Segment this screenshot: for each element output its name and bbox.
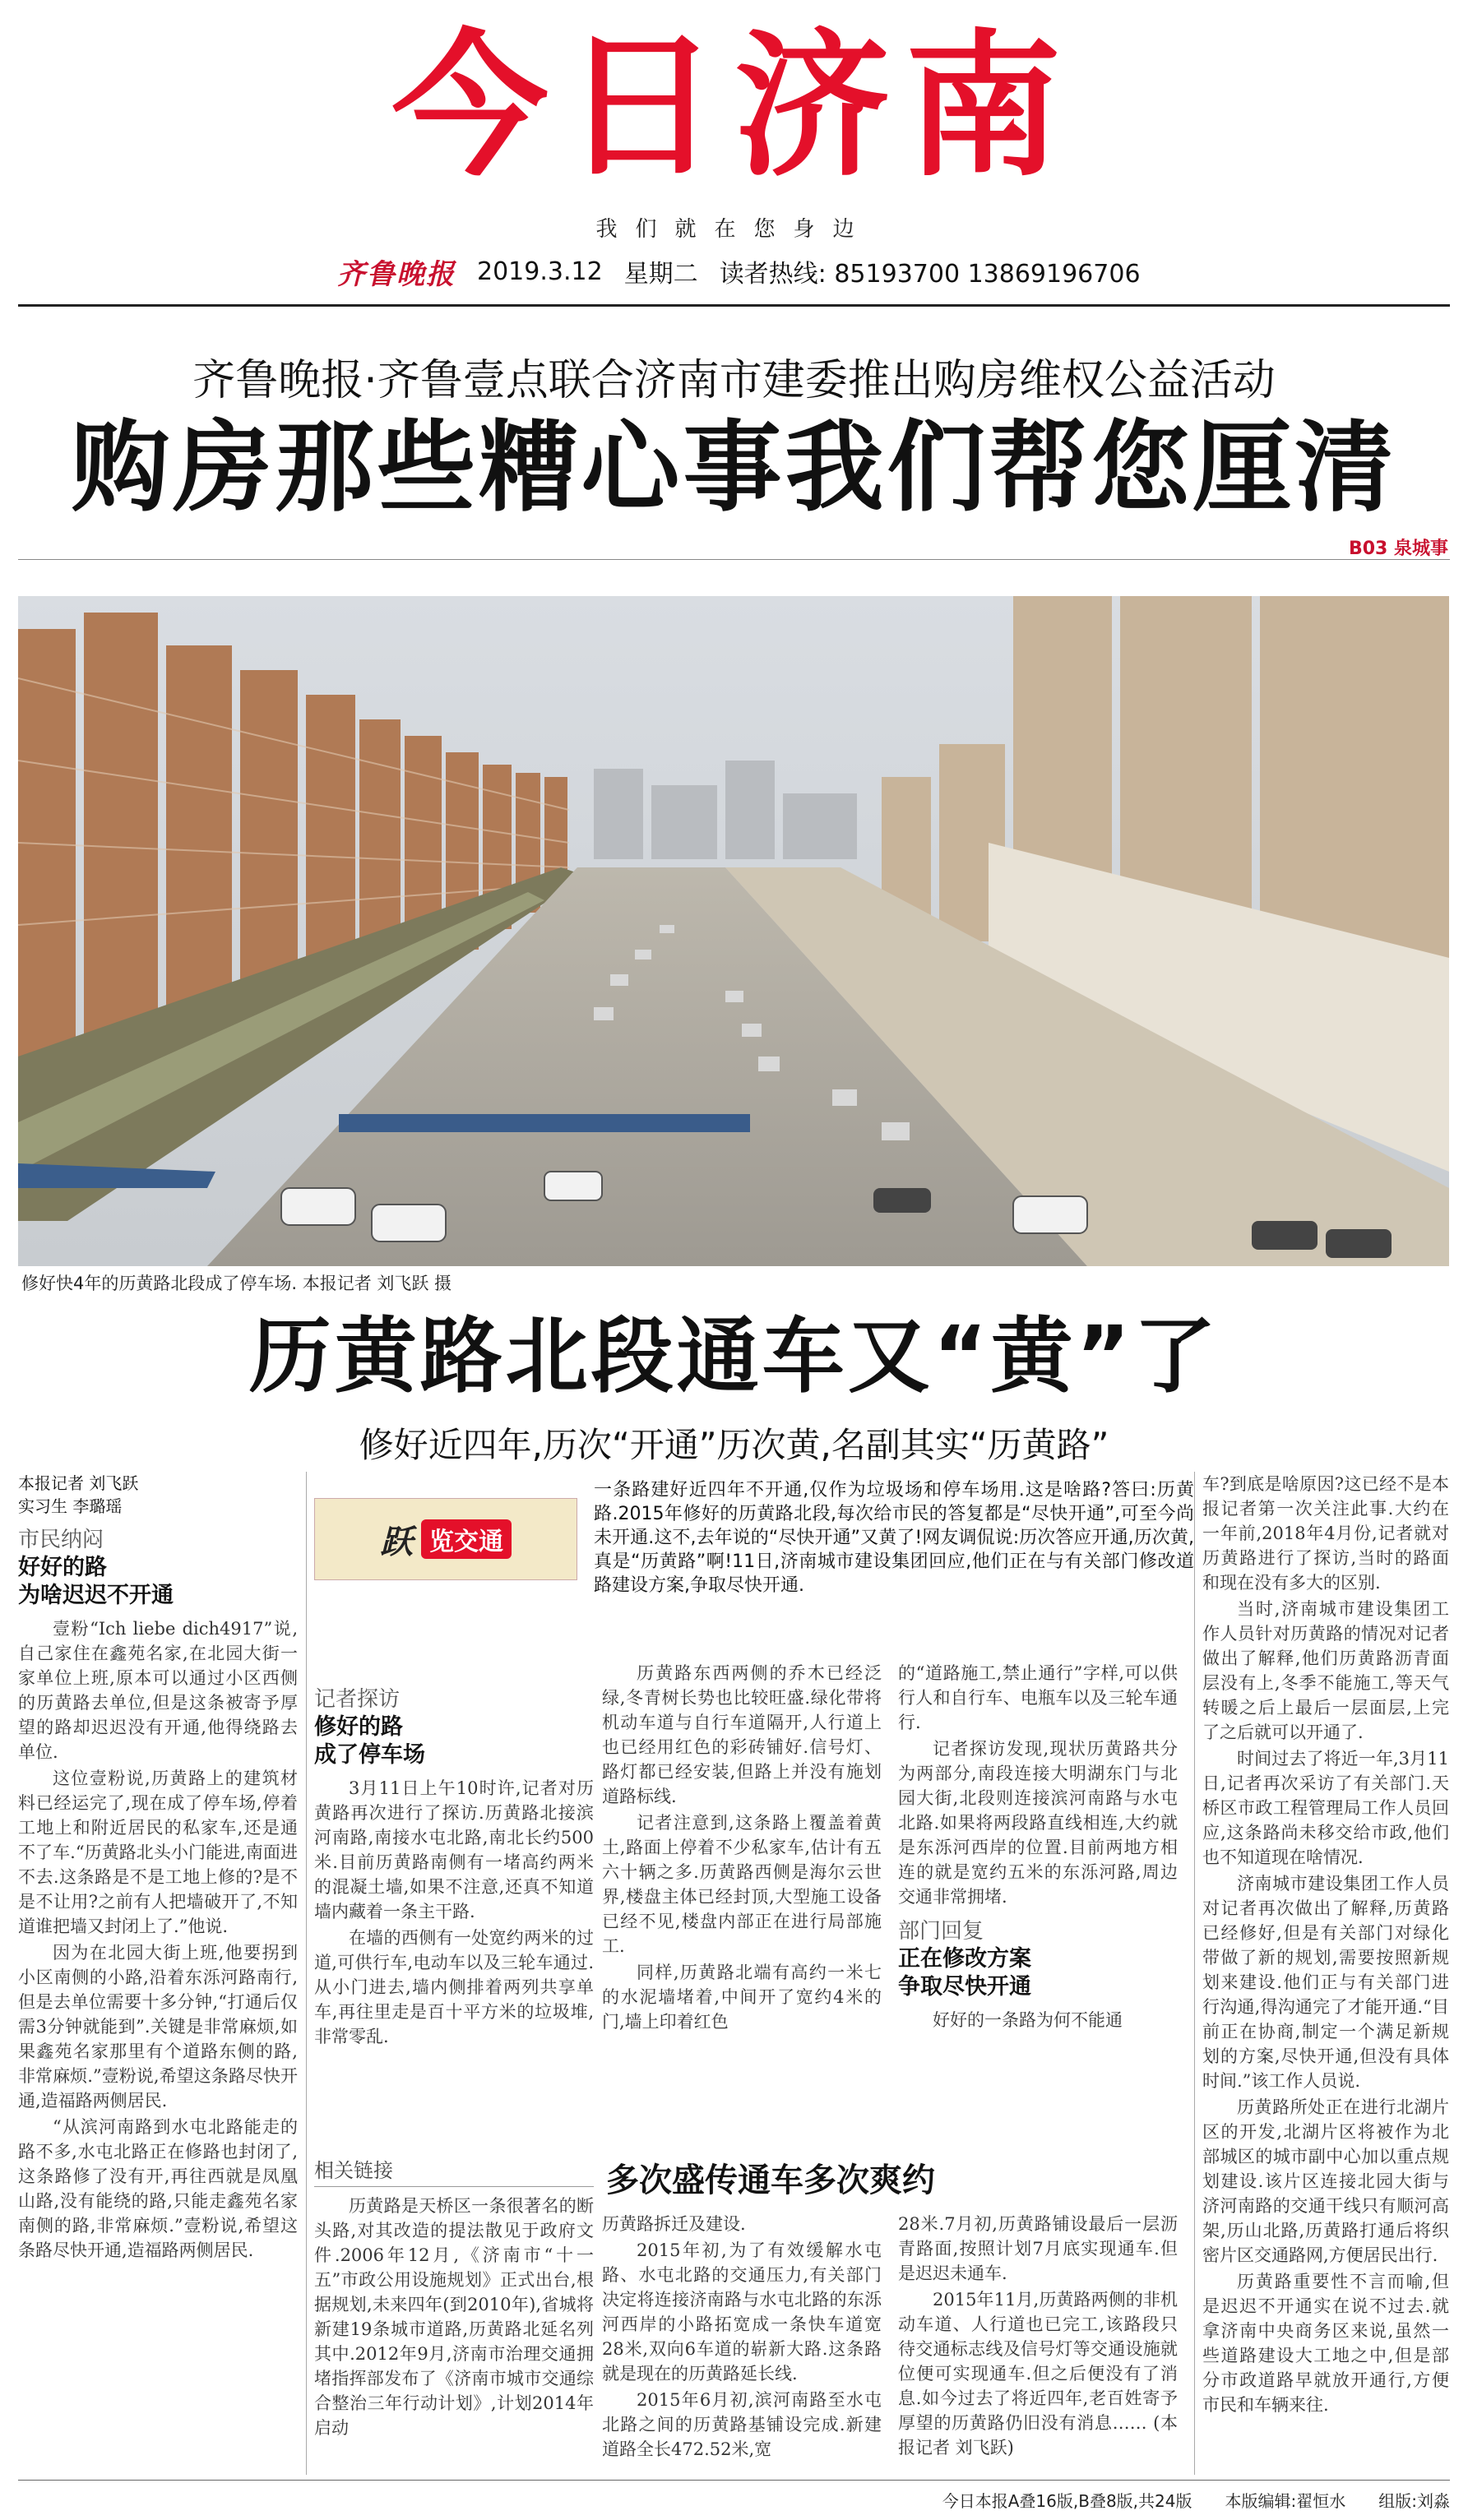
related-column-3 <box>898 2212 1178 2462</box>
related-title: 多次盛传通车多次爽约 <box>606 2162 935 2199</box>
section-kicker: 部门回复 <box>898 1919 984 1944</box>
masthead-title: 今日济南 <box>391 16 1077 197</box>
section-header-3 <box>898 1917 1178 2001</box>
headline-main: 购房那些糟心事我们帮您厘清 <box>71 411 1397 525</box>
related-column-1 <box>314 2158 594 2442</box>
paragraph: 车?到底是啥原因?这已经不是本报记者第一次关注此事.大约在一年前,2018年4月份,记者就对历黄路进行了探访,当时的路面和现在没有多大的区别. <box>1202 1474 1449 1593</box>
paragraph: 这位壹粉说,历黄路上的建筑材料已经运完了,现在成了停车场,停着工地上和附近居民的私家车,还是通不了车.“历黄路北头小门能进,南面进不去.这条路是不是工地上修的?是不是不让用?之前有人把墙破开了,不知道谁把墙又封闭上了.”他说. <box>18 1769 298 1936</box>
related-label: 相关链接 <box>314 2158 594 2187</box>
section-heading: 修好的路 <box>314 1714 403 1740</box>
paragraph: 当时,济南城市建设集团工作人员针对历黄路的情况对记者做出了解释,他们历黄路沥青面层没有上,冬季不能施工,等天气转暖之后上最后一层面层,上完了之后就可以开通了. <box>1202 1599 1449 1742</box>
masthead <box>0 0 1468 312</box>
page-footer <box>18 2483 1450 2516</box>
paragraph: 时间过去了将近一年,3月11日,记者再次采访了有关部门.天桥区市政工程管理局工作人员回应,这条路尚未移交给市政,他们也不知道现在啥情况. <box>1202 1749 1449 1867</box>
story-title: 历黄路北段通车又“黄”了 <box>248 1308 1220 1404</box>
section-heading: 为啥迟迟不开通 <box>18 1583 174 1608</box>
paragraph: 历黄路拆迁及建设. <box>602 2214 746 2234</box>
article-column-4 <box>898 1661 1178 2034</box>
section-heading: 正在修改方案 <box>898 1946 1031 1972</box>
story-lead: 一条路建好近四年不开通,仅作为垃圾场和停车场用.这是啥路?答曰:历黄路.2015年修好的历黄路北段,每次给市民的答复都是“尽快开通”,可至今尚未开通.这不,去年说的“尽快开通”又黄了!网友调侃说:历次答应开通,历次黄,真是“历黄路”啊!11日,济南城市建设集团回应,他们正在与有关部门修改道路建设方案,争取尽快开通. <box>594 1480 1194 1596</box>
editor-credit: 本版编辑:翟恒水 <box>1225 2490 1346 2511</box>
paragraph: 的“道路施工,禁止通行”字样,可以供行人和自行车、电瓶车以及三轮车通行. <box>898 1663 1178 1732</box>
edition-info: 今日本报A叠16版,B叠8版,共24版 <box>942 2490 1192 2511</box>
column-logo-label: 览交通 <box>421 1519 512 1559</box>
column-divider <box>1194 1472 1195 2475</box>
paragraph: 历黄路是天桥区一条很著名的断头路,对其改造的提法散见于政府文件.2006年12月,《济南市“十一五”市政公用设施规划》正式出台,根据规划,未来四年(到2010年),省城将新建19条城市道路,历黄路北延名列其中.2012年9月,济南市治理交通拥堵指挥部发布了《济南市城市交通综合整治三年行动计划》,计划2014年启动 <box>314 2196 594 2438</box>
related-column-2 <box>602 2212 882 2463</box>
byline-reporter: 本报记者 刘飞跃 <box>18 1473 139 1493</box>
photo-caption: 修好快4年的历黄路北段成了停车场. 本报记者 刘飞跃 摄 <box>21 1274 452 1293</box>
paragraph: “从滨河南路到水屯北路能走的路不多,水屯北路正在修路也封闭了,这条路修了没有开,再往西就是凤凰山路,没有能绕的路,只能走鑫苑名家南侧的路,非常麻烦.”壹粉说,希望这条路尽快开通,造福路两侧居民. <box>18 2117 298 2260</box>
column-logo <box>314 1498 577 1580</box>
story-subtitle: 修好近四年,历次“开通”历次黄,名副其实“历黄路” <box>359 1425 1109 1465</box>
page-reference: B03 泉城事 <box>1348 539 1448 559</box>
paragraph: 历黄路重要性不言而喻,但是迟迟不开通实在说不过去.就拿济南中央商务区来说,虽然一些道路建设大工地之中,但是部分市政道路早就放开通行,方便市民和车辆来往. <box>1202 2272 1449 2415</box>
paragraph: 2015年初,为了有效缓解水屯路、水屯北路的交通压力,有关部门决定将连接济南路与水屯北路的东泺河西岸的小路拓宽成一条快车道宽28米,双向6车道的崭新大路.这条路就是现在的历黄路延长线. <box>602 2240 882 2384</box>
layout-credit: 组版:刘淼 <box>1378 2490 1450 2511</box>
paragraph: 2015年6月初,滨河南路至水屯北路之间的历黄路基铺设完成.新建道路全长472.52米,宽 <box>602 2390 882 2459</box>
hotline-numbers: 85193700 13869196706 <box>834 260 1141 289</box>
paragraph: 2015年11月,历黄路两侧的非机动车道、人行道也已完工,该路段只待交通标志线及信号灯等交通设施就位便可实现通车.但之后便没有了消息.如今过去了将近四年,老百姓寄予厚望的历黄路仍旧没有消息…… (本报记者 刘飞跃) <box>898 2290 1178 2458</box>
street-photo <box>18 596 1449 1266</box>
hotline <box>720 253 1141 289</box>
byline-intern: 实习生 李璐瑶 <box>18 1496 123 1516</box>
paragraph: 同样,历黄路北端有高约一米七的水泥墙堵着,中间开了宽约4米的门,墙上印着红色 <box>602 1963 882 2032</box>
footer-rule <box>18 2480 1450 2481</box>
paragraph: 3月11日上午10时许,记者对历黄路再次进行了探访.历黄路北接滨河南路,南接水屯北路,南北长约500米.目前历黄路南侧有一堵高约两米的混凝土墙,如果不注意,还真不知道墙内藏着一条主干路. <box>314 1778 594 1921</box>
paragraph: 记者探访发现,现状历黄路共分为两部分,南段连接大明湖东门与北园大街,北段则连接滨河南路与水屯北路.如果将两段路直线相连,大约就是东泺河西岸的位置.目前两地方相连的就是宽约五米的东泺河路,周边交通非常拥堵. <box>898 1739 1178 1907</box>
paragraph: 壹粉“Ich liebe dich4917”说,自己家住在鑫苑名家,在北园大街一家单位上班,原本可以通过小区西侧的历黄路去单位,但是这条被寄予厚望的路却迟迟没有开通,他得绕路去单位. <box>18 1619 298 1762</box>
newspaper-logo: 齐鲁晚报 <box>337 257 456 291</box>
article-column-2 <box>314 1677 594 2051</box>
paragraph: 28米.7月初,历黄路铺设最后一层沥青路面,按照计划7月底实现通车.但是迟迟未通车. <box>898 2214 1178 2283</box>
paragraph: 好好的一条路为何不能通 <box>933 2010 1123 2030</box>
masthead-rule <box>18 304 1450 307</box>
hotline-label: 读者热线: <box>719 260 827 289</box>
paragraph: 记者注意到,这条路上覆盖着黄土,路面上停着不少私家车,估计有五六十辆之多.历黄路西侧是海尔云世界,楼盘主体已经封顶,大型施工设备已经不见,楼盘内部正在进行局部施工. <box>602 1813 882 1956</box>
masthead-slogan: 我们就在您身边 <box>595 217 873 242</box>
masthead-info <box>337 251 1141 292</box>
column-divider <box>306 1472 307 2475</box>
column-logo-mark: 跃 <box>380 1522 413 1561</box>
paragraph: 因为在北园大街上班,他要拐到小区南侧的小路,沿着东泺河路南行,但是去单位需要十多分钟,“打通后仅需3分钟就能到”.关键是非常麻烦,如果鑫苑名家那里有个道路东侧的路,非常麻烦.”壹粉说,希望这条路尽快开通,造福路两侧居民. <box>18 1943 298 2111</box>
section-divider <box>18 559 1450 560</box>
article-column-1 <box>18 1472 298 2264</box>
article-column-5 <box>1202 1472 1449 2419</box>
section-header-1 <box>18 1526 298 1610</box>
paragraph: 在墙的西侧有一处宽约两米的过道,可供行车,电动车以及三轮车通过.从小门进去,墙内侧排着两列共享单车,再往里走是百十平方米的垃圾堆,非常零乱. <box>314 1928 594 2046</box>
headline-kicker: 齐鲁晚报·齐鲁壹点联合济南市建委推出购房维权公益活动 <box>192 356 1276 405</box>
paragraph: 济南城市建设集团工作人员对记者再次做出了解释,历黄路已经修好,但是有关部门对绿化带做了新的规划,需要按照新规划来建设.他们正与有关部门进行沟通,得沟通完了才能开通.“目前正在协商,制定一个满足新规划的方案,尽快开通,但没有具体时间.”该工作人员说. <box>1202 1874 1449 2091</box>
article-body <box>18 1472 1449 2479</box>
section-kicker: 市民纳闷 <box>18 1528 104 1552</box>
section-heading: 争取尽快开通 <box>898 1974 1031 2000</box>
section-header-2 <box>314 1685 594 1769</box>
street-photo-illustration <box>18 596 1449 1266</box>
issue-date: 2019.3.12 <box>477 257 603 286</box>
article-column-3 <box>602 1661 882 2036</box>
section-heading: 好好的路 <box>18 1555 107 1580</box>
issue-weekday: 星期二 <box>623 260 698 289</box>
paragraph: 历黄路所处正在进行北湖片区的开发,北湖片区将被作为北部城区的城市副中心加以重点规划建设.该片区连接北园大街与济河南路的交通干线只有顺河高架,历山北路,历黄路打通后将织密片区交通路网,方便居民出行. <box>1202 2097 1449 2265</box>
paragraph: 历黄路东西两侧的乔木已经泛绿,冬青树长势也比较旺盛.绿化带将机动车道与自行车道隔开,人行道上也已经用红色的彩砖铺好.信号灯、路灯都已经安装,但路上并没有施划道路标线. <box>602 1663 882 1806</box>
section-kicker: 记者探访 <box>314 1687 401 1712</box>
section-heading: 成了停车场 <box>314 1742 425 1768</box>
